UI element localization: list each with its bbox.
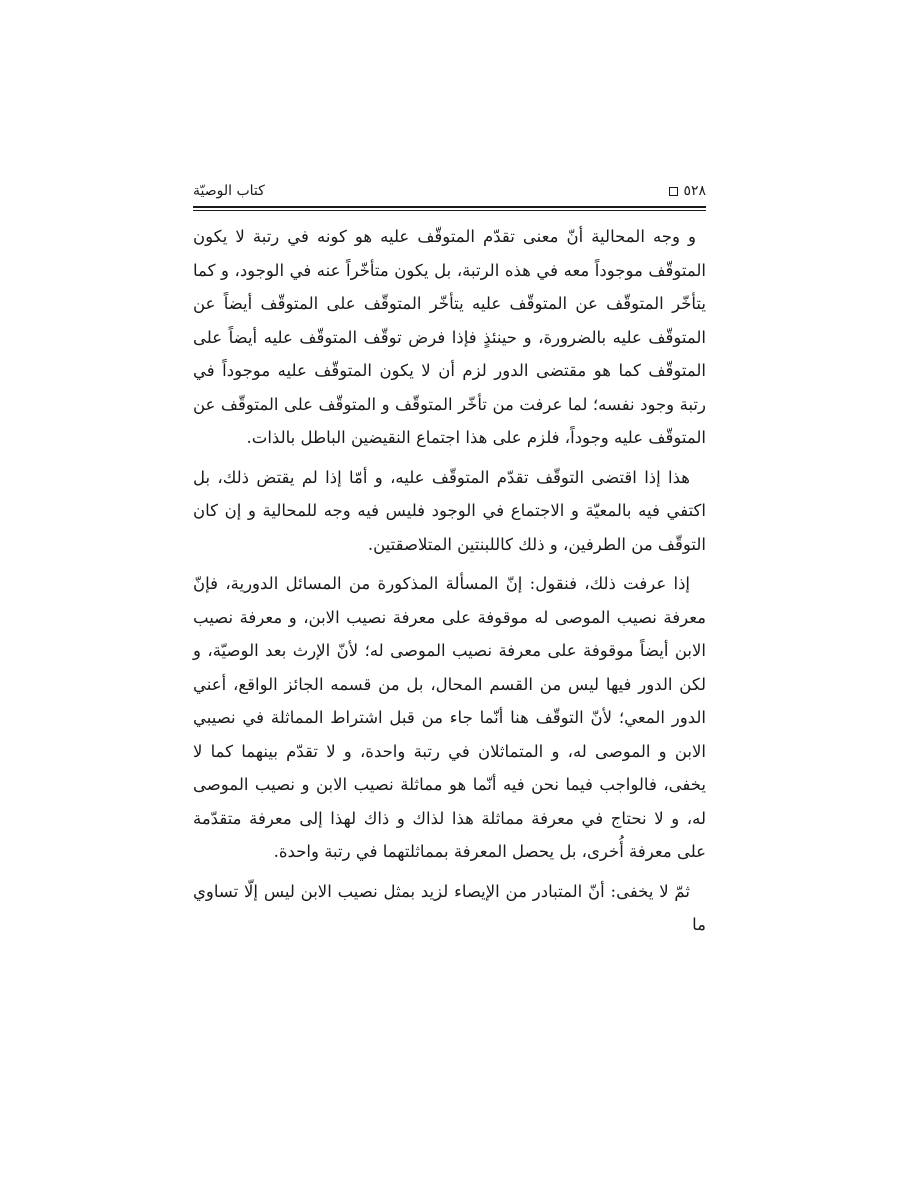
square-icon <box>669 187 678 196</box>
paragraph: و وجه المحالية أنّ معنى تقدّم المتوقّف عليه هو كونه في رتبة لا يكون المتوقّف موجوداً معه في هذه الرتبة، بل يكون متأخّراً عنه في الوجود، و كما يتأخّر المتوقّف عن المتوقّف عليه يتأخّر المتوقّف على المتوقّف أيضاً عن المتوقّف عليه بالضرورة، و حينئذٍ فإذا فرض توقّف المتوقّف عليه أيضاً على المتوقّف كما هو مقتضى الدور لزم أن لا يكون المتوقّف عليه موجوداً في رتبة وجود نفسه؛ لما عرفت من تأخّر المتوقّف و المتوقّف على المتوقّف عن المتوقّف عليه وجوداً، فلزم على هذا اجتماع النقيضين الباطل بالذات. <box>193 227 706 447</box>
book-title: كتاب الوصيّة <box>193 183 265 199</box>
page-number-group <box>669 182 706 200</box>
paragraph: إذا عرفت ذلك، فنقول: إنّ المسألة المذكورة من المسائل الدورية، فإنّ معرفة نصيب الموصى له موقوفة على معرفة نصيب الابن، و معرفة نصيب الابن أيضاً موقوفة على معرفة نصيب الموصى له؛ لأنّ الإرث بعد الوصيّة، و لكن الدور فيها ليس من القسم المحال، بل من قسمه الجائز الواقع، أعني الدور المعي؛ لأنّ التوقّف هنا أنّما جاء من قبل اشتراط المماثلة في نصيبي الابن و الموصى له، و المتماثلان في رتبة واحدة، و لا تقدّم بينهما كما لا يخفى، فالواجب فيما نحن فيه أنّما هو مماثلة نصيب الابن و نصيب الموصى له، و لا نحتاج في معرفة مماثلة هذا لذاك و ذاك لهذا إلى معرفة متقدّمة على معرفة أُخرى، بل يحصل المعرفة بمماثلتهما في رتبة واحدة. <box>193 574 706 861</box>
running-header <box>193 176 706 200</box>
paragraph: هذا إذا اقتضى التوقّف تقدّم المتوقّف عليه، و أمّا إذا لم يقتض ذلك، بل اكتفي فيه بالمعيّة و الاجتماع في الوجود فليس فيه وجه للمحالية و إن كان التوقّف من الطرفين، و ذلك كاللبنتين المتلاصقتين. <box>193 467 706 554</box>
book-page <box>193 176 706 948</box>
page-number: ٥٢٨ <box>683 183 706 199</box>
header-rule-thick <box>193 206 706 208</box>
paragraph: ثمّ لا يخفى: أنّ المتبادر من الإيصاء لزيد بمثل نصيب الابن ليس إلّا تساوي ما <box>193 881 706 934</box>
body-text <box>193 220 706 942</box>
header-rule-thin <box>193 210 706 211</box>
